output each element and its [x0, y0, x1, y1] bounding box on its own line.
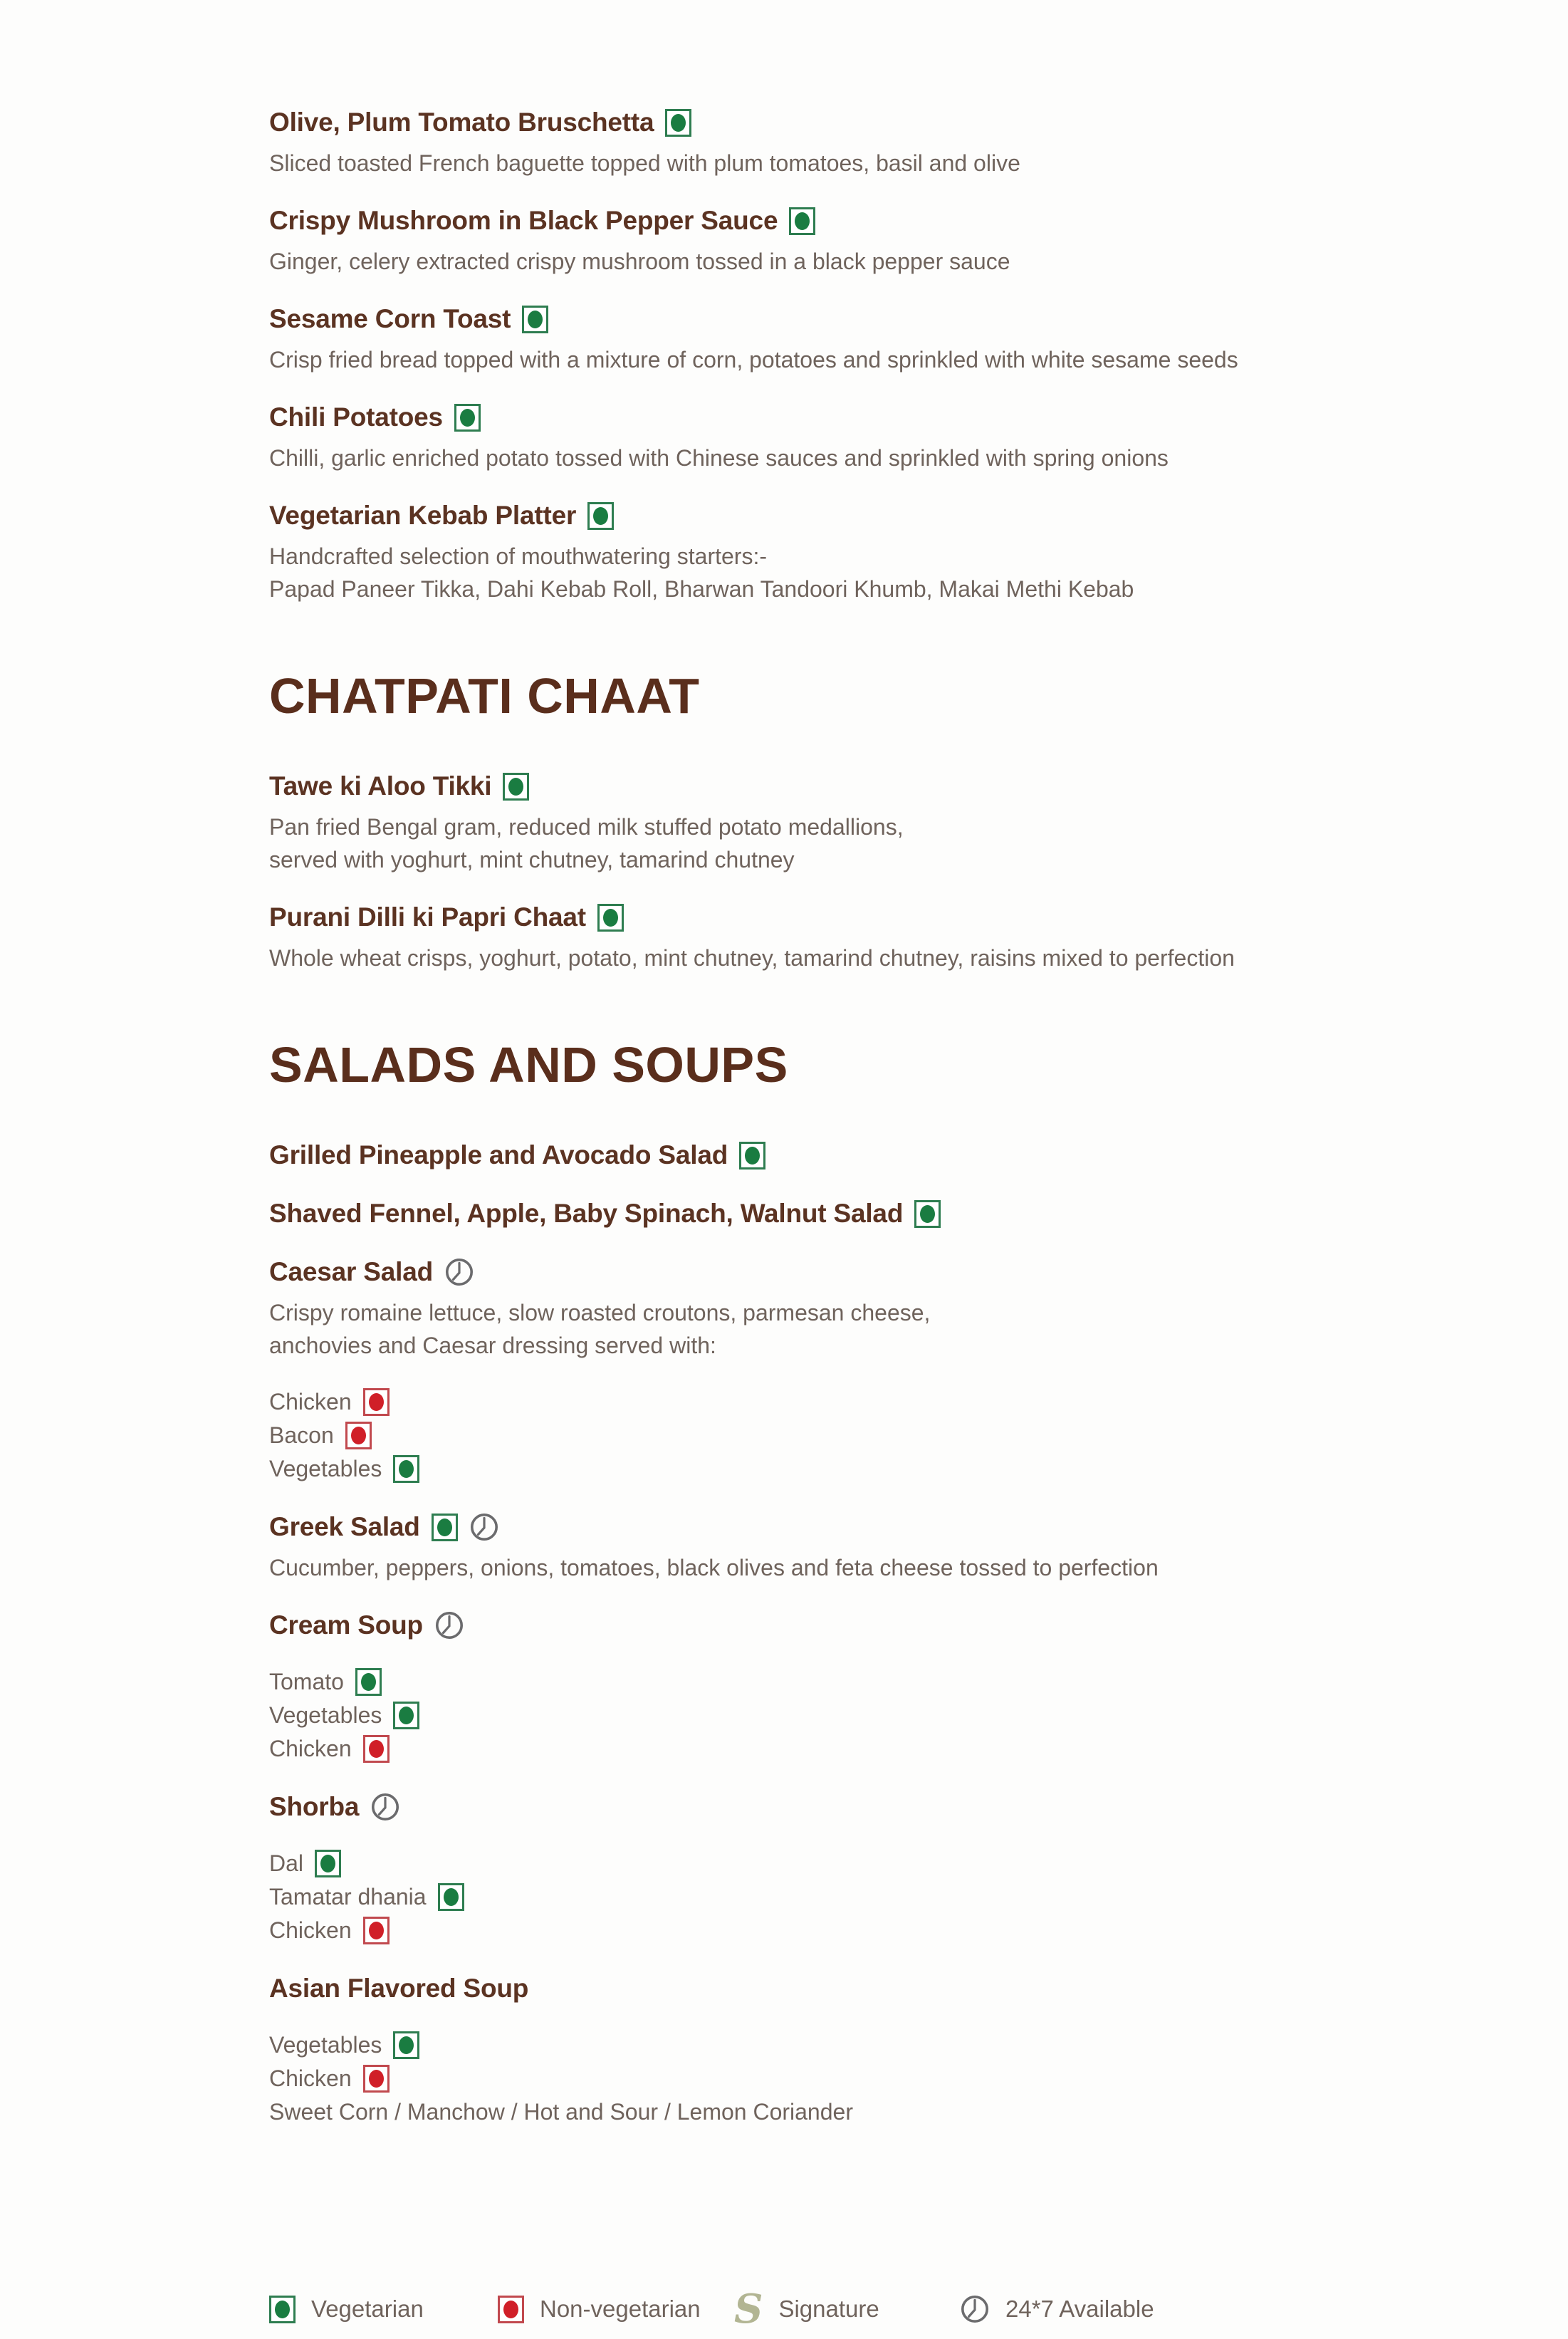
menu-item: [269, 1510, 1480, 1584]
menu-item-title-row: [269, 900, 1480, 934]
menu-item: [269, 302, 1480, 376]
legend-item: [960, 2289, 1154, 2329]
menu-item-name: Purani Dilli ki Papri Chaat: [269, 902, 586, 932]
veg-icon: [587, 502, 614, 530]
menu-item-name: Shorba: [269, 1792, 360, 1821]
variant-row: [269, 1452, 1480, 1486]
veg-icon: [789, 207, 815, 235]
nonveg-icon: [363, 2065, 390, 2093]
menu-section: [269, 105, 1480, 605]
nonveg-icon: [498, 2296, 524, 2323]
variant-row: [269, 1732, 1480, 1766]
veg-icon: [355, 1668, 382, 1696]
menu-item: [269, 1790, 1480, 1947]
variant-label: Dal: [269, 1850, 304, 1876]
menu-item-title-row: [269, 1138, 1480, 1172]
menu-section: [269, 1037, 1480, 2129]
veg-dot: [444, 1888, 459, 1906]
veg-icon: [438, 1883, 464, 1911]
nonveg-icon: [363, 1735, 390, 1763]
nonveg-dot: [503, 2301, 518, 2318]
menu-content: [269, 105, 1480, 2129]
menu-item-description: Sliced toasted French baguette topped with plum tomatoes, basil and olive: [269, 150, 1020, 176]
menu-item-description: Crispy romaine lettuce, slow roasted croutons, parmesan cheese,: [269, 1300, 931, 1325]
veg-dot: [593, 507, 608, 525]
variant-group: [269, 1847, 1480, 1947]
menu-item: [269, 1138, 1480, 1172]
variant-row: [269, 1847, 1480, 1880]
variant-row: [269, 1880, 1480, 1914]
veg-icon: [739, 1142, 765, 1170]
veg-icon: [597, 904, 624, 932]
variant-label: Vegetables: [269, 2032, 382, 2058]
veg-dot: [671, 114, 686, 132]
menu-item-name: Greek Salad: [269, 1512, 420, 1541]
menu-item-description: Pan fried Bengal gram, reduced milk stuffed potato medallions,: [269, 814, 904, 840]
variant-row: [269, 1699, 1480, 1732]
clock-icon: [370, 1792, 400, 1822]
variant-label: Tomato: [269, 1669, 344, 1694]
menu-item-description: anchovies and Caesar dressing served with:: [269, 1333, 716, 1358]
menu-item-name: Crispy Mushroom in Black Pepper Sauce: [269, 206, 778, 235]
legend-label: Non-vegetarian: [540, 2296, 701, 2322]
nonveg-icon: [345, 1422, 372, 1449]
menu-item-name: Tawe ki Aloo Tikki: [269, 771, 492, 801]
variant-options-note: Sweet Corn / Manchow / Hot and Sour / Lemon Coriander: [269, 2099, 853, 2125]
veg-icon: [393, 1455, 419, 1483]
menu-item-title-row: [269, 105, 1480, 140]
legend-label: Signature: [778, 2296, 879, 2322]
variant-label: Chicken: [269, 2065, 352, 2091]
veg-icon: [522, 306, 548, 333]
menu-item: [269, 1971, 1480, 2129]
menu-item-description: Cucumber, peppers, onions, tomatoes, black olives and feta cheese tossed to perfection: [269, 1555, 1159, 1580]
veg-icon: [454, 404, 481, 432]
menu-item-name: Grilled Pineapple and Avocado Salad: [269, 1140, 728, 1170]
menu-item-title-row: [269, 1608, 1480, 1642]
veg-icon: [432, 1514, 458, 1541]
variant-group: [269, 1665, 1480, 1766]
menu-item-title-row: [269, 400, 1480, 434]
veg-icon: [393, 1702, 419, 1729]
nonveg-dot: [369, 1740, 384, 1758]
nonveg-dot: [369, 2070, 384, 2088]
nonveg-dot: [369, 1393, 384, 1411]
menu-item-name: Asian Flavored Soup: [269, 1974, 529, 2003]
menu-item: [269, 900, 1480, 974]
clock-icon: [444, 1257, 474, 1287]
veg-dot: [745, 1147, 760, 1165]
legend: [269, 2286, 1480, 2333]
clock-icon: [434, 1610, 464, 1640]
legend-item: [498, 2289, 701, 2329]
menu-item-title-row: [269, 1971, 1480, 2006]
veg-dot: [508, 778, 523, 796]
variant-label: Chicken: [269, 1736, 352, 1761]
menu-item: [269, 1255, 1480, 1486]
menu-section: [269, 668, 1480, 974]
veg-icon: [315, 1850, 341, 1877]
menu-item-title-row: [269, 302, 1480, 336]
variant-row: [269, 1914, 1480, 1947]
signature-icon: S: [734, 2286, 763, 2333]
legend-item: [734, 2286, 879, 2333]
menu-item-description: Ginger, celery extracted crispy mushroom tossed in a black pepper sauce: [269, 249, 1010, 274]
nonveg-icon: [363, 1917, 390, 1944]
legend-item: [269, 2289, 424, 2329]
variant-row: [269, 1419, 1480, 1452]
menu-item-title-row: [269, 499, 1480, 533]
veg-dot: [399, 1707, 414, 1724]
menu-item-name: Shaved Fennel, Apple, Baby Spinach, Walnut Salad: [269, 1199, 904, 1228]
menu-item-description: served with yoghurt, mint chutney, tamarind chutney: [269, 847, 795, 872]
clock-icon: [469, 1512, 499, 1542]
section-heading: SALADS AND SOUPS: [269, 1037, 788, 1093]
menu-item-name: Sesame Corn Toast: [269, 304, 511, 333]
menu-item-title-row: [269, 204, 1480, 238]
veg-icon: [269, 2296, 296, 2323]
legend-label: Vegetarian: [311, 2296, 424, 2322]
menu-item-description: Handcrafted selection of mouthwatering starters:-: [269, 543, 767, 569]
veg-dot: [320, 1855, 335, 1872]
menu-item: [269, 1608, 1480, 1766]
menu-item: [269, 769, 1480, 876]
menu-item: [269, 400, 1480, 474]
menu-item-title-row: [269, 769, 1480, 803]
veg-dot: [920, 1205, 935, 1223]
veg-dot: [528, 311, 543, 328]
menu-item-name: Caesar Salad: [269, 1257, 434, 1286]
veg-dot: [603, 909, 618, 927]
variant-row: [269, 2028, 1480, 2062]
menu-item-name: Chili Potatoes: [269, 402, 443, 432]
variant-group: [269, 1385, 1480, 1486]
veg-dot: [399, 2036, 414, 2054]
veg-dot: [399, 1460, 414, 1478]
veg-dot: [460, 409, 475, 427]
menu-item-title-row: [269, 1790, 1480, 1824]
menu-item-title-row: [269, 1197, 1480, 1231]
menu-item: [269, 204, 1480, 278]
veg-dot: [795, 212, 810, 230]
variant-label: Vegetables: [269, 1456, 382, 1481]
veg-dot: [361, 1673, 376, 1691]
menu-item-description: Papad Paneer Tikka, Dahi Kebab Roll, Bharwan Tandoori Khumb, Makai Methi Kebab: [269, 576, 1134, 602]
veg-icon: [393, 2031, 419, 2059]
veg-dot: [275, 2301, 290, 2318]
menu-item: [269, 499, 1480, 605]
variant-label: Chicken: [269, 1917, 352, 1943]
veg-dot: [437, 1518, 452, 1536]
variant-label: Vegetables: [269, 1702, 382, 1728]
menu-item-description: Crisp fried bread topped with a mixture of corn, potatoes and sprinkled with white sesame seeds: [269, 347, 1238, 373]
legend-label: 24*7 Available: [1005, 2296, 1154, 2322]
menu-item: [269, 105, 1480, 179]
clock-icon: [960, 2294, 990, 2324]
variant-label: Chicken: [269, 1389, 352, 1415]
variant-group: [269, 2028, 1480, 2129]
menu-item: [269, 1197, 1480, 1231]
menu-item-title-row: [269, 1510, 1480, 1544]
nonveg-icon: [363, 1388, 390, 1416]
veg-icon: [665, 109, 691, 137]
veg-icon: [503, 773, 529, 801]
variant-row: [269, 1665, 1480, 1699]
nonveg-dot: [369, 1922, 384, 1939]
nonveg-dot: [351, 1427, 366, 1444]
menu-item-name: Vegetarian Kebab Platter: [269, 501, 577, 530]
variant-label: Bacon: [269, 1422, 334, 1448]
variant-label: Tamatar dhania: [269, 1884, 427, 1910]
veg-icon: [914, 1200, 941, 1228]
section-heading: CHATPATI CHAAT: [269, 668, 700, 724]
variant-row: [269, 2062, 1480, 2095]
variant-row: [269, 1385, 1480, 1419]
menu-item-title-row: [269, 1255, 1480, 1289]
menu-item-description: Whole wheat crisps, yoghurt, potato, mint chutney, tamarind chutney, raisins mixed to perfection: [269, 945, 1235, 971]
menu-item-description: Chilli, garlic enriched potato tossed with Chinese sauces and sprinkled with spring onions: [269, 445, 1169, 471]
menu-item-name: Olive, Plum Tomato Bruschetta: [269, 108, 654, 137]
menu-item-name: Cream Soup: [269, 1610, 423, 1640]
